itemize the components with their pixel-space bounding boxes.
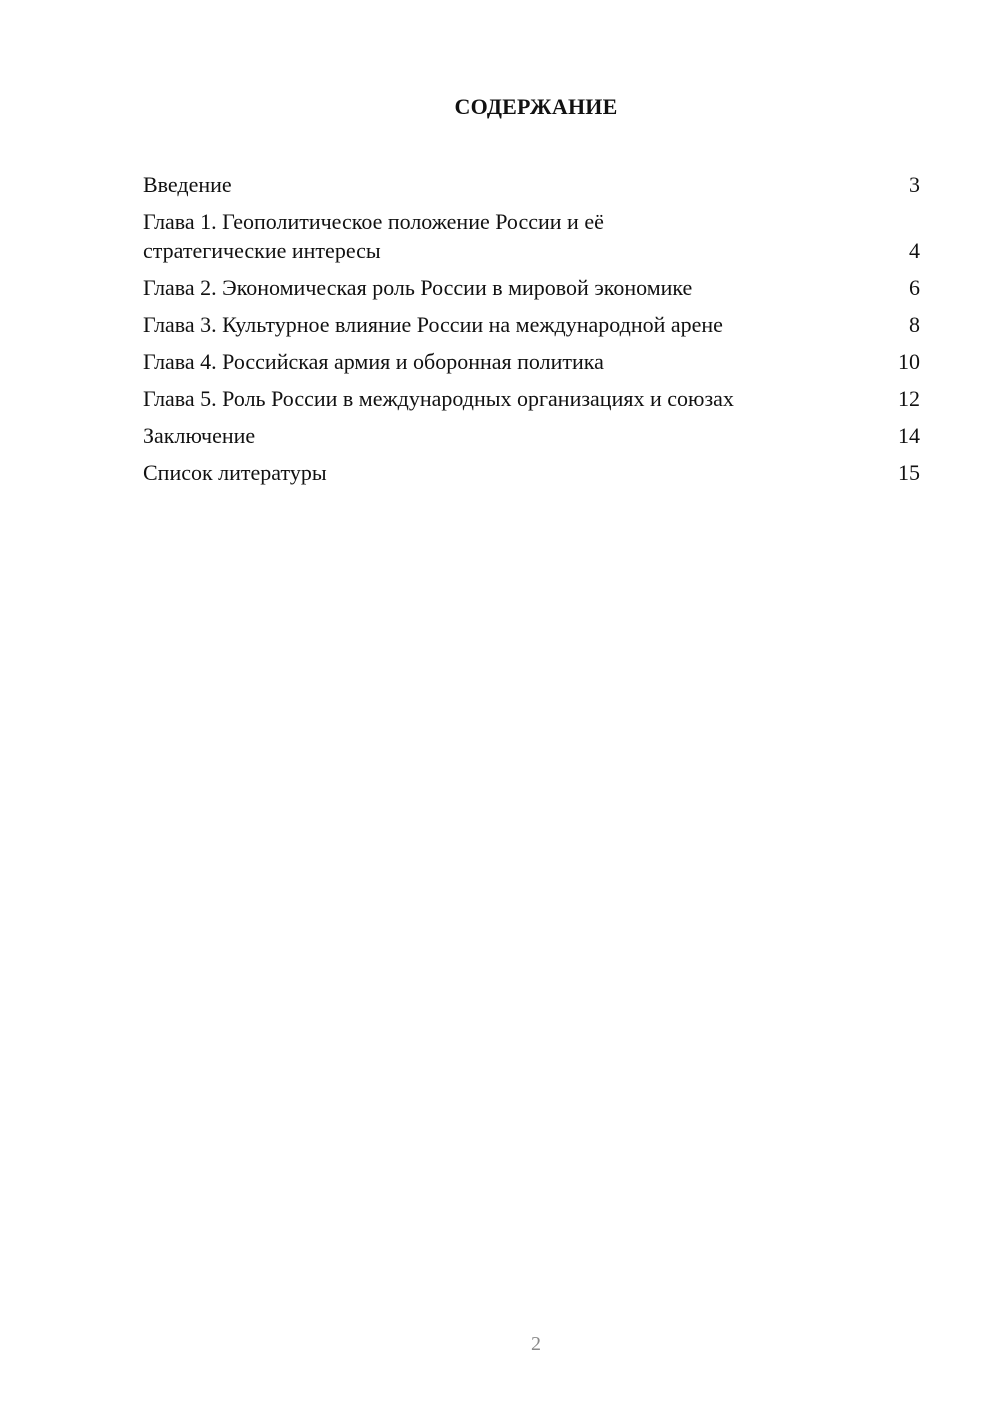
toc-entry-label: Глава 4. Российская армия и оборонная политика [143,349,604,374]
page-number: 2 [531,1333,541,1355]
toc-entry-page: 4 [909,238,920,263]
toc-entry-label: Список литературы [143,460,327,485]
toc-entry [143,273,920,302]
toc-entry [143,421,920,450]
toc-entry [143,170,920,199]
table-of-contents [143,170,920,495]
toc-entry [143,347,920,376]
toc-entry-page: 10 [898,349,920,374]
toc-entry-label: Заключение [143,423,256,448]
toc-entry [143,458,920,487]
toc-entry-label: Глава 1. Геополитическое положение России и её стратегические интересы [143,209,604,263]
toc-entry-page: 14 [898,423,920,448]
toc-entry [143,207,920,265]
page-title: СОДЕРЖАНИЕ [454,94,618,119]
toc-entry [143,310,920,339]
toc-entry-page: 12 [898,386,920,411]
toc-entry-label: Введение [143,172,232,197]
toc-entry-page: 8 [909,312,920,337]
toc-entry [143,384,920,413]
toc-entry-label: Глава 2. Экономическая роль России в мировой экономике [143,275,693,300]
toc-entry-page: 3 [909,172,920,197]
toc-entry-page: 6 [909,275,920,300]
toc-entry-page: 15 [898,460,920,485]
toc-entry-label: Глава 5. Роль России в международных организациях и союзах [143,386,734,411]
toc-entry-label: Глава 3. Культурное влияние России на международной арене [143,312,723,337]
